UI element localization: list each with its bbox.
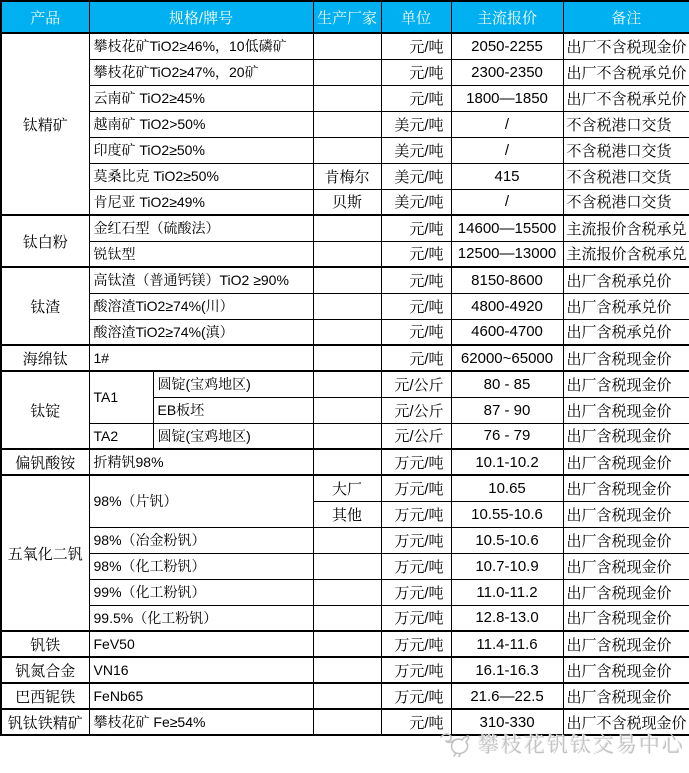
mfr-cell xyxy=(313,241,381,267)
table-row xyxy=(1,345,689,371)
mfr-cell: 大厂 xyxy=(313,475,381,501)
product-cell: 巴西铌铁 xyxy=(1,683,89,709)
unit-cell: 美元/吨 xyxy=(381,163,451,189)
header-note: 备注 xyxy=(563,1,689,33)
note-cell: 出厂含税现金价 xyxy=(563,475,689,501)
mfr-cell xyxy=(313,59,381,85)
spec-cell: 越南矿 TiO2>50% xyxy=(89,111,313,137)
price-cell: 10.55-10.6 xyxy=(451,501,563,527)
price-cell: 21.6—22.5 xyxy=(451,683,563,709)
price-table-body xyxy=(1,33,689,735)
header-row xyxy=(1,1,689,33)
price-cell: 11.0-11.2 xyxy=(451,579,563,605)
note-cell: 出厂含税现金价 xyxy=(563,605,689,631)
specA-cell: TA2 xyxy=(89,423,153,449)
price-cell: 12500—13000 xyxy=(451,241,563,267)
spec-cell: 1# xyxy=(89,345,313,371)
spec-cell: FeNb65 xyxy=(89,683,313,709)
specA-cell: TA1 xyxy=(89,371,153,423)
mfr-cell xyxy=(313,553,381,579)
table-row xyxy=(1,683,689,709)
table-row xyxy=(1,319,689,345)
mfr-cell xyxy=(313,345,381,371)
price-cell: 10.5-10.6 xyxy=(451,527,563,553)
table-row xyxy=(1,85,689,111)
product-cell: 钒氮合金 xyxy=(1,657,89,683)
table-row xyxy=(1,293,689,319)
header-manufacturer: 生产厂家 xyxy=(313,1,381,33)
mfr-cell xyxy=(313,683,381,709)
unit-cell: 元/吨 xyxy=(381,59,451,85)
unit-cell: 万元/吨 xyxy=(381,683,451,709)
note-cell: 出厂不含税承兑价 xyxy=(563,85,689,111)
product-cell: 钛白粉 xyxy=(1,215,89,267)
price-cell: 10.65 xyxy=(451,475,563,501)
unit-cell: 元/吨 xyxy=(381,709,451,735)
watermark-text: 攀枝花钒钛交易中心 xyxy=(478,734,685,757)
table-row xyxy=(1,423,689,449)
spec-cell: 98%（片钒） xyxy=(89,475,313,527)
price-cell: 87 - 90 xyxy=(451,397,563,423)
product-cell: 海绵钛 xyxy=(1,345,89,371)
price-cell: 415 xyxy=(451,163,563,189)
header-product: 产品 xyxy=(1,1,89,33)
price-cell: 2050-2255 xyxy=(451,33,563,59)
unit-cell: 元/吨 xyxy=(381,267,451,293)
product-cell: 钒钛铁精矿 xyxy=(1,709,89,735)
spec-cell: 金红石型（硫酸法） xyxy=(89,215,313,241)
price-cell: 2300-2350 xyxy=(451,59,563,85)
price-cell: 12.8-13.0 xyxy=(451,605,563,631)
header-price: 主流报价 xyxy=(451,1,563,33)
table-row xyxy=(1,215,689,241)
table-row xyxy=(1,709,689,735)
table-row xyxy=(1,111,689,137)
unit-cell: 元/吨 xyxy=(381,241,451,267)
mfr-cell xyxy=(313,371,381,397)
mfr-cell: 其他 xyxy=(313,501,381,527)
note-cell: 出厂含税承兑价 xyxy=(563,293,689,319)
note-cell: 主流报价含税承兑 xyxy=(563,215,689,241)
mfr-cell xyxy=(313,319,381,345)
note-cell: 不含税港口交货 xyxy=(563,189,689,215)
note-cell: 出厂含税现金价 xyxy=(563,657,689,683)
unit-cell: 万元/吨 xyxy=(381,553,451,579)
price-cell: 62000~65000 xyxy=(451,345,563,371)
note-cell: 出厂含税现金价 xyxy=(563,345,689,371)
unit-cell: 万元/吨 xyxy=(381,579,451,605)
mfr-cell xyxy=(313,605,381,631)
spec-cell: 锐钛型 xyxy=(89,241,313,267)
table-row xyxy=(1,605,689,631)
table-row xyxy=(1,475,689,501)
price-cell: 4600-4700 xyxy=(451,319,563,345)
unit-cell: 万元/吨 xyxy=(381,475,451,501)
price-cell: / xyxy=(451,189,563,215)
note-cell: 出厂含税现金价 xyxy=(563,397,689,423)
spec-cell: 攀枝花矿TiO2≥46%，10低磷矿 xyxy=(89,33,313,59)
table-row xyxy=(1,241,689,267)
spec-cell: 98%（冶金粉钒） xyxy=(89,527,313,553)
unit-cell: 美元/吨 xyxy=(381,189,451,215)
mfr-cell xyxy=(313,579,381,605)
unit-cell: 万元/吨 xyxy=(381,527,451,553)
spec-cell: 印度矿 TiO2≥50% xyxy=(89,137,313,163)
table-row xyxy=(1,163,689,189)
mfr-cell xyxy=(313,215,381,241)
note-cell: 出厂不含税承兑价 xyxy=(563,59,689,85)
mfr-cell xyxy=(313,267,381,293)
specB-cell: 圆锭(宝鸡地区) xyxy=(153,423,313,449)
note-cell: 出厂含税现金价 xyxy=(563,631,689,657)
unit-cell: 元/公斤 xyxy=(381,423,451,449)
note-cell: 出厂含税现金价 xyxy=(563,553,689,579)
note-cell: 出厂含税承兑价 xyxy=(563,319,689,345)
table-row xyxy=(1,267,689,293)
unit-cell: 美元/吨 xyxy=(381,111,451,137)
spec-cell: 攀枝花矿TiO2≥47%，20矿 xyxy=(89,59,313,85)
spec-cell: 莫桑比克 TiO2≥50% xyxy=(89,163,313,189)
mfr-cell xyxy=(313,85,381,111)
mfr-cell xyxy=(313,293,381,319)
unit-cell: 元/吨 xyxy=(381,345,451,371)
table-row xyxy=(1,59,689,85)
mfr-cell xyxy=(313,137,381,163)
table-row xyxy=(1,371,689,397)
unit-cell: 元/吨 xyxy=(381,85,451,111)
table-row xyxy=(1,189,689,215)
specB-cell: EB板坯 xyxy=(153,397,313,423)
unit-cell: 元/吨 xyxy=(381,215,451,241)
spec-cell: 肯尼亚 TiO2≥49% xyxy=(89,189,313,215)
note-cell: 主流报价含税承兑 xyxy=(563,241,689,267)
spec-cell: 98%（化工粉钒） xyxy=(89,553,313,579)
table-row xyxy=(1,137,689,163)
table-row xyxy=(1,579,689,605)
price-cell: 76 - 79 xyxy=(451,423,563,449)
note-cell: 出厂含税现金价 xyxy=(563,449,689,475)
price-cell: 10.1-10.2 xyxy=(451,449,563,475)
mfr-cell xyxy=(313,631,381,657)
unit-cell: 元/公斤 xyxy=(381,371,451,397)
spec-cell: 攀枝花矿 Fe≥54% xyxy=(89,709,313,735)
note-cell: 出厂含税现金价 xyxy=(563,683,689,709)
price-cell: / xyxy=(451,137,563,163)
note-cell: 出厂含税现金价 xyxy=(563,501,689,527)
note-cell: 出厂不含税现金价 xyxy=(563,33,689,59)
note-cell: 不含税港口交货 xyxy=(563,137,689,163)
mfr-cell xyxy=(313,111,381,137)
price-cell: 11.4-11.6 xyxy=(451,631,563,657)
unit-cell: 万元/吨 xyxy=(381,501,451,527)
price-cell: 1800—1850 xyxy=(451,85,563,111)
spec-cell: 酸溶渣TiO2≥74%(川） xyxy=(89,293,313,319)
price-cell: 4800-4920 xyxy=(451,293,563,319)
unit-cell: 美元/吨 xyxy=(381,137,451,163)
note-cell: 出厂含税现金价 xyxy=(563,527,689,553)
note-cell: 出厂含税现金价 xyxy=(563,423,689,449)
note-cell: 不含税港口交货 xyxy=(563,111,689,137)
mfr-cell xyxy=(313,709,381,735)
unit-cell: 万元/吨 xyxy=(381,657,451,683)
table-row xyxy=(1,33,689,59)
mfr-cell xyxy=(313,33,381,59)
product-cell: 五氧化二钒 xyxy=(1,475,89,631)
spec-cell: 99%（化工粉钒） xyxy=(89,579,313,605)
mfr-cell xyxy=(313,657,381,683)
header-spec: 规格/牌号 xyxy=(89,1,313,33)
table-header xyxy=(1,1,689,33)
spec-cell: 99.5%（化工粉钒） xyxy=(89,605,313,631)
price-cell: 80 - 85 xyxy=(451,371,563,397)
mfr-cell: 贝斯 xyxy=(313,189,381,215)
price-cell: 16.1-16.3 xyxy=(451,657,563,683)
specB-cell: 圆锭(宝鸡地区) xyxy=(153,371,313,397)
spec-cell: VN16 xyxy=(89,657,313,683)
price-cell: 10.7-10.9 xyxy=(451,553,563,579)
table-row xyxy=(1,553,689,579)
spec-cell: 折精钒98% xyxy=(89,449,313,475)
table-row xyxy=(1,527,689,553)
spec-cell: 高钛渣（普通钙镁）TiO2 ≥90% xyxy=(89,267,313,293)
product-cell: 钒铁 xyxy=(1,631,89,657)
price-cell: / xyxy=(451,111,563,137)
unit-cell: 元/吨 xyxy=(381,33,451,59)
unit-cell: 元/吨 xyxy=(381,319,451,345)
note-cell: 出厂不含税现金价 xyxy=(563,709,689,735)
header-unit: 单位 xyxy=(381,1,451,33)
mfr-cell xyxy=(313,423,381,449)
table-row xyxy=(1,449,689,475)
unit-cell: 万元/吨 xyxy=(381,605,451,631)
unit-cell: 万元/吨 xyxy=(381,631,451,657)
mfr-cell xyxy=(313,449,381,475)
spec-cell: 酸溶渣TiO2≥74%(滇） xyxy=(89,319,313,345)
product-cell: 钛精矿 xyxy=(1,33,89,215)
note-cell: 不含税港口交货 xyxy=(563,163,689,189)
spec-cell: 云南矿 TiO2≥45% xyxy=(89,85,313,111)
table-row xyxy=(1,631,689,657)
unit-cell: 万元/吨 xyxy=(381,449,451,475)
product-cell: 钛锭 xyxy=(1,371,89,449)
product-cell: 偏钒酸铵 xyxy=(1,449,89,475)
price-cell: 8150-8600 xyxy=(451,267,563,293)
note-cell: 出厂含税现金价 xyxy=(563,579,689,605)
note-cell: 出厂含税承兑价 xyxy=(563,267,689,293)
price-cell: 14600—15500 xyxy=(451,215,563,241)
mfr-cell xyxy=(313,527,381,553)
spec-cell: FeV50 xyxy=(89,631,313,657)
unit-cell: 元/公斤 xyxy=(381,397,451,423)
unit-cell: 元/吨 xyxy=(381,293,451,319)
product-cell: 钛渣 xyxy=(1,267,89,345)
note-cell: 出厂含税现金价 xyxy=(563,371,689,397)
mfr-cell: 肯梅尔 xyxy=(313,163,381,189)
table-row xyxy=(1,657,689,683)
price-cell: 310-330 xyxy=(451,709,563,735)
mfr-cell xyxy=(313,397,381,423)
